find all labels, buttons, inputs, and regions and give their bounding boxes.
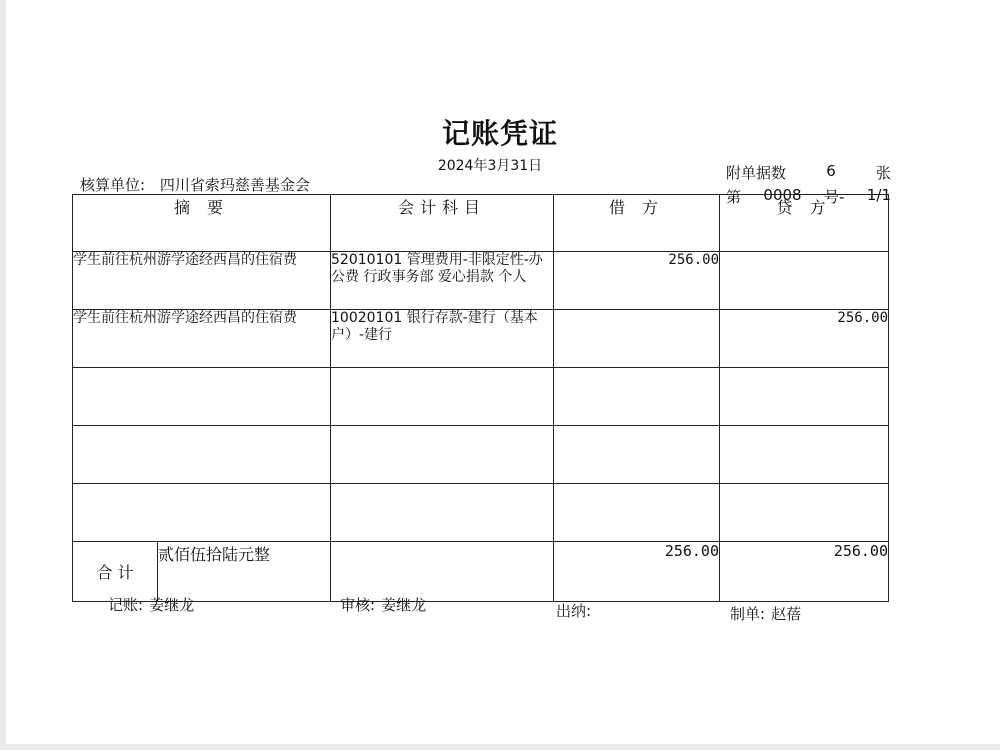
attach-count: 6 [826, 162, 836, 180]
row-credit [720, 426, 889, 484]
row-credit [720, 484, 889, 542]
row-debit [554, 484, 720, 542]
row-summary [73, 368, 331, 426]
row-summary: 学生前往杭州游学途经西昌的住宿费 [73, 310, 331, 368]
voucher-title: 记账凭证 [441, 117, 558, 150]
row-credit [720, 368, 889, 426]
table-header [73, 195, 889, 252]
total-debit: 256.00 [554, 542, 720, 602]
row-summary: 学生前往杭州游学途经西昌的住宿费 [73, 252, 331, 310]
row-account: 52010101 管理费用-非限定性-办公费 行政事务部 爱心捐款 个人 [331, 252, 554, 310]
bookkeeper-label: 记账: [108, 596, 144, 614]
row-debit [554, 368, 720, 426]
header-debit: 借 方 [554, 195, 720, 252]
voucher-date: 2024年3月31日 [437, 158, 543, 174]
cashier-label: 出纳: [556, 602, 592, 620]
accounting-unit [80, 174, 310, 195]
voucher-number: 0008 [763, 186, 802, 204]
row-credit: 256.00 [720, 310, 889, 368]
row-account [331, 368, 554, 426]
attach-unit: 张 [875, 164, 891, 182]
table-row [73, 368, 889, 426]
preparer-label: 制单: [730, 605, 766, 623]
row-debit [554, 310, 720, 368]
table-row [73, 484, 889, 542]
table-row [73, 252, 889, 310]
attach-label: 附单据数 [726, 164, 787, 182]
total-words-continued [331, 542, 554, 602]
table-row [73, 310, 889, 368]
row-debit [554, 426, 720, 484]
row-account [331, 484, 554, 542]
number-suffix: 号- [824, 188, 845, 206]
number-prefix: 第 [726, 188, 742, 206]
signature-preparer [730, 603, 801, 624]
signature-cashier [556, 600, 597, 621]
row-summary [73, 484, 331, 542]
unit-name: 四川省索玛慈善基金会 [159, 176, 310, 194]
header-credit: 贷 方 [720, 195, 889, 252]
total-left-cell [73, 542, 331, 602]
row-account [331, 426, 554, 484]
row-account: 10020101 银行存款-建行（基本户）-建行 [331, 310, 554, 368]
total-credit: 256.00 [720, 542, 889, 602]
bookkeeper-name: 姜继龙 [149, 596, 195, 614]
total-row [73, 542, 889, 602]
signature-auditor [340, 594, 426, 615]
table-row [73, 426, 889, 484]
header-account: 会计科目 [331, 195, 554, 252]
total-amount-words: 贰佰伍拾陆元整 [158, 545, 271, 564]
auditor-name: 姜继龙 [381, 596, 427, 614]
total-label: 合 计 [73, 542, 158, 601]
row-debit: 256.00 [554, 252, 720, 310]
header-summary: 摘 要 [73, 195, 331, 252]
unit-label: 核算单位: [80, 176, 146, 194]
signature-bookkeeper [108, 594, 194, 615]
voucher-table [72, 194, 889, 602]
preparer-name: 赵蓓 [771, 605, 802, 623]
auditor-label: 审核: [340, 596, 376, 614]
row-credit [720, 252, 889, 310]
row-summary [73, 426, 331, 484]
scan-edge [0, 744, 1000, 750]
page-indicator: 1/1 [866, 186, 891, 204]
